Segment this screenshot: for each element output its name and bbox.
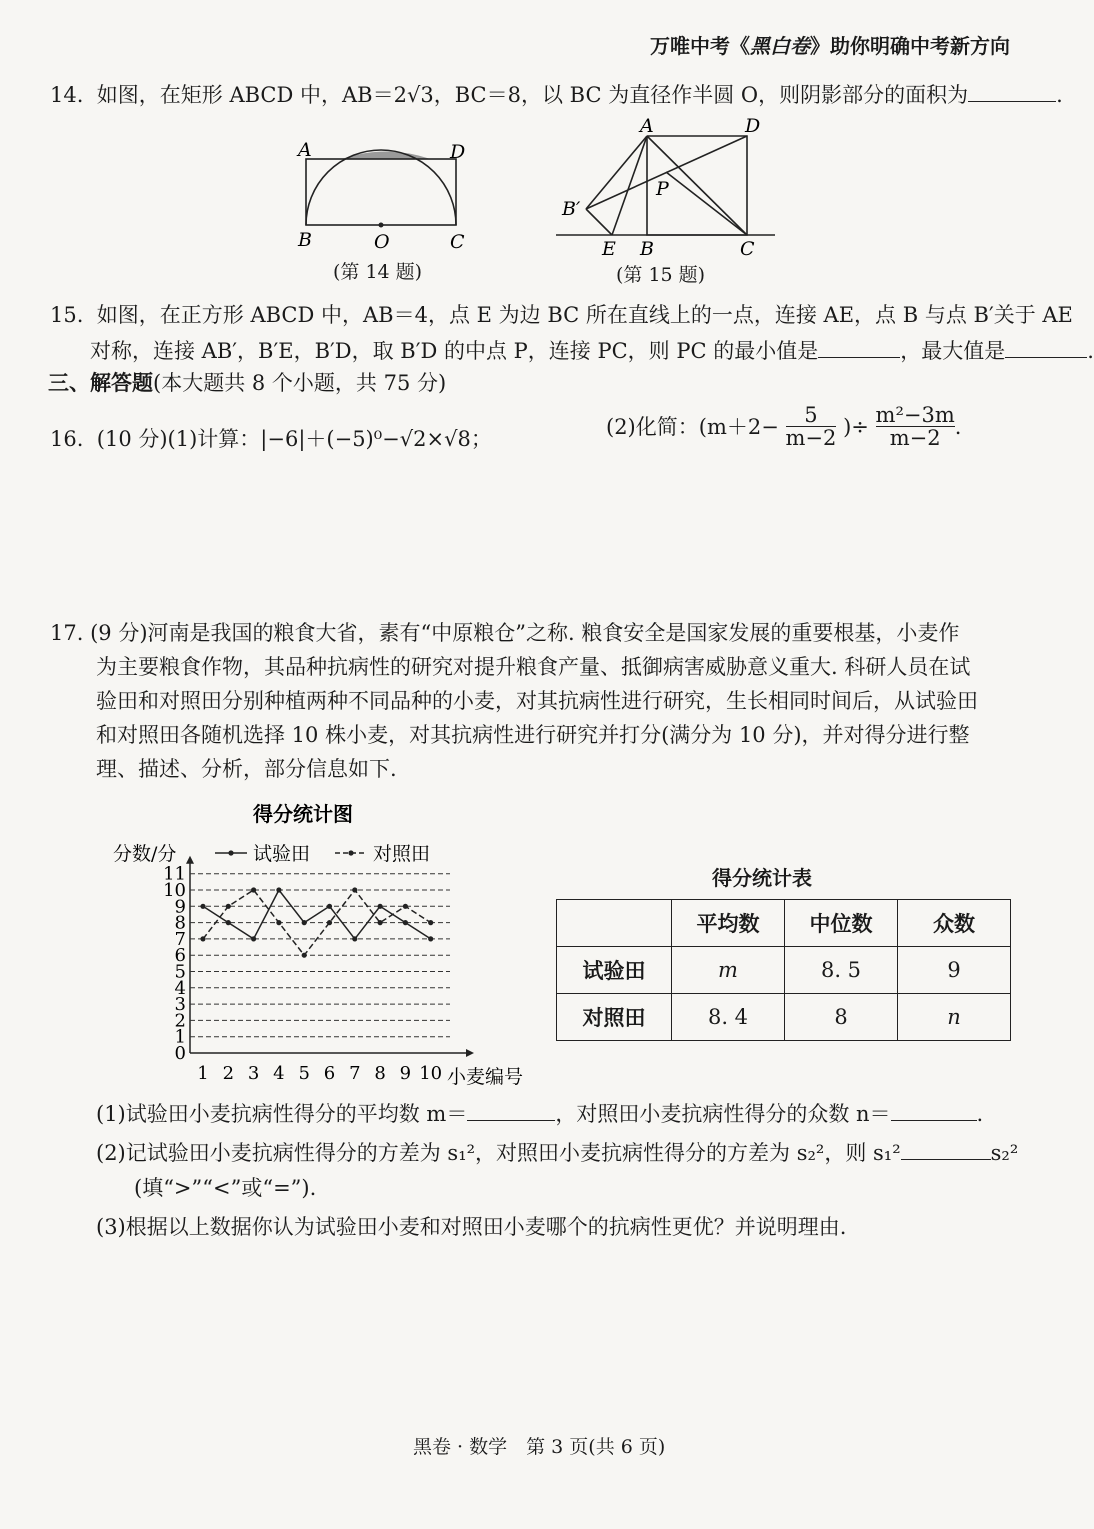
question-14: 14. 如图，在矩形 ABCD 中，AB＝2√3，BC＝8，以 BC 为直径作半圆 O，则阴影部分的面积为 . xyxy=(50,77,1063,113)
question-17-sub3: (3)根据以上数据你认为试验田小麦和对照田小麦哪个的抗病性更优？并说明理由. xyxy=(96,1215,847,1239)
data-point xyxy=(327,920,332,925)
question-17-sub2-hint: (填“>”“<”或“=”). xyxy=(134,1176,317,1200)
x-tick-label: 4 xyxy=(273,1063,285,1084)
x-tick-label: 5 xyxy=(298,1063,310,1084)
score-line-chart xyxy=(105,797,545,1095)
y-tick-label: 0 xyxy=(174,1043,186,1064)
legend-marker xyxy=(348,850,353,855)
page-footer: 黑卷 · 数学 第 3 页(共 6 页) xyxy=(413,1436,666,1458)
answer-blank[interactable] xyxy=(968,79,1056,102)
data-point xyxy=(352,887,357,892)
data-point xyxy=(428,920,433,925)
question-16-part1: 16. (10 分)(1)计算：|−6|＋(−5)⁰−√2×√8； xyxy=(50,427,492,451)
label-d: D xyxy=(450,141,466,163)
y-tick-label: 5 xyxy=(174,961,186,983)
answer-blank-min[interactable] xyxy=(818,335,900,358)
series-line xyxy=(203,890,431,955)
table-title: 得分统计表 xyxy=(712,866,812,890)
x-axis-label: 小麦编号 xyxy=(447,1066,524,1088)
question-15-line1: 如图，在正方形 ABCD 中，AB＝4，点 E 为边 BC 所在直线上的一点，连接 AE，点 B 与点 B′关于 AE xyxy=(96,303,1073,327)
data-point xyxy=(251,887,256,892)
data-point xyxy=(403,904,408,909)
answer-blank-max[interactable] xyxy=(1005,335,1087,358)
data-point xyxy=(327,904,332,909)
data-point xyxy=(276,887,281,892)
figure-15 xyxy=(550,115,780,260)
label-d: D xyxy=(745,115,761,137)
data-point xyxy=(276,920,281,925)
label-c: C xyxy=(450,231,465,253)
x-tick-label: 1 xyxy=(197,1063,209,1084)
table-row: 试验田 m 8. 5 9 xyxy=(557,947,1011,994)
data-point xyxy=(352,936,357,941)
legend-label: 试验田 xyxy=(253,843,311,865)
answer-blank-m[interactable] xyxy=(467,1098,555,1121)
x-tick-label: 7 xyxy=(349,1063,361,1084)
legend-marker xyxy=(228,850,233,855)
x-tick-label: 2 xyxy=(222,1063,235,1084)
question-15-cont: 对称，连接 AB′，B′E，B′D，取 B′D 的中点 P，连接 PC，则 PC 的最小值是 ，最大值是 . xyxy=(90,333,1094,369)
x-tick-label: 10 xyxy=(419,1063,443,1084)
data-point xyxy=(302,953,307,958)
y-tick-label: 8 xyxy=(174,912,186,934)
table-header-row: 平均数 中位数 众数 xyxy=(557,900,1011,947)
label-c: C xyxy=(740,238,755,260)
answer-blank-compare[interactable] xyxy=(901,1137,991,1160)
brand-name: 黑白卷 xyxy=(750,34,810,58)
x-tick-label: 3 xyxy=(247,1063,260,1084)
x-tick-label: 8 xyxy=(374,1063,386,1084)
y-axis-arrow xyxy=(186,856,194,864)
question-17: 17. (9 分)河南是我国的粮食大省，素有“中原粮仓”之称. 粮食安全是国家发展的重要根基，小麦作 为主要粮食作物，其品种抗病性的研究对提升粮食产量、抵御病害威胁意义重大. 科研人员在试 验田和对照田分别种植两种不同品种的小麦，对其抗病性进行研究，生长相同时间后，从试验田 和对照田各随机选择 10 株小麦，对其抗病性进行研究并打分(满分为 10 分)，并对得分进行整 理、描述、分析，部分信息如下. xyxy=(50,621,978,781)
y-axis-label: 分数/分 xyxy=(113,843,177,865)
y-tick-label: 6 xyxy=(174,945,186,967)
answer-blank-n[interactable] xyxy=(891,1098,977,1121)
page-header: 万唯中考《黑白卷》助你明确中考新方向 xyxy=(650,34,1010,58)
y-tick-label: 3 xyxy=(174,994,186,1016)
label-b: B xyxy=(640,238,654,260)
y-tick-label: 7 xyxy=(174,928,186,950)
label-p: P xyxy=(656,178,669,200)
x-axis-arrow xyxy=(466,1049,474,1057)
y-tick-label: 10 xyxy=(163,880,186,901)
label-b: B xyxy=(298,229,312,251)
question-14-text: 如图，在矩形 ABCD 中，AB＝2√3，BC＝8，以 BC 为直径作半圆 O，则阴影部分的面积为 xyxy=(96,83,969,107)
data-point xyxy=(428,936,433,941)
question-17-sub2: (2)记试验田小麦抗病性得分的方差为 s₁²，对照田小麦抗病性得分的方差为 s₂²，则 s₁² s₂² xyxy=(96,1135,1018,1171)
question-17-sub1: (1)试验田小麦抗病性得分的平均数 m＝ ，对照田小麦抗病性得分的众数 n＝ . xyxy=(96,1096,983,1132)
question-15: 15. 如图，在正方形 ABCD 中，AB＝4，点 E 为边 BC 所在直线上的一点，连接 AE，点 B 与点 B′关于 AE xyxy=(50,303,1073,327)
data-point xyxy=(200,936,205,941)
x-tick-label: 6 xyxy=(323,1063,336,1084)
y-tick-label: 4 xyxy=(174,977,186,999)
label-a: A xyxy=(640,115,654,137)
data-point xyxy=(378,904,383,909)
x-tick-label: 9 xyxy=(399,1063,412,1084)
y-tick-label: 2 xyxy=(174,1010,186,1032)
data-point xyxy=(200,904,205,909)
series-line xyxy=(203,890,431,939)
legend-label: 对照田 xyxy=(373,843,431,865)
data-point xyxy=(226,904,231,909)
section-heading: 三、解答题(本大题共 8 个小题，共 75 分) xyxy=(48,371,447,395)
figure-14-caption: (第 14 题) xyxy=(333,261,423,283)
chart-title: 得分统计图 xyxy=(253,802,353,826)
label-o: O xyxy=(374,231,390,253)
figure-14 xyxy=(290,138,490,253)
data-point xyxy=(302,920,307,925)
label-a: A xyxy=(298,139,312,161)
label-b-prime: B′ xyxy=(562,198,581,220)
figure-15-caption: (第 15 题) xyxy=(616,264,706,286)
data-point xyxy=(403,920,408,925)
table-row: 对照田 8. 4 8 n xyxy=(557,994,1011,1041)
data-point xyxy=(251,936,256,941)
y-tick-label: 1 xyxy=(174,1026,186,1048)
data-point xyxy=(378,920,383,925)
y-tick-label: 11 xyxy=(163,863,186,885)
label-e: E xyxy=(602,238,616,260)
question-16-part2: (2)化简：(m＋2− $\frac{5}{m-2}$ )÷ $\frac{\text{m²−3m}}{m-2}$ . xyxy=(606,403,962,450)
score-stat-table xyxy=(556,899,1011,1041)
data-point xyxy=(226,920,231,925)
y-tick-label: 9 xyxy=(174,896,186,918)
